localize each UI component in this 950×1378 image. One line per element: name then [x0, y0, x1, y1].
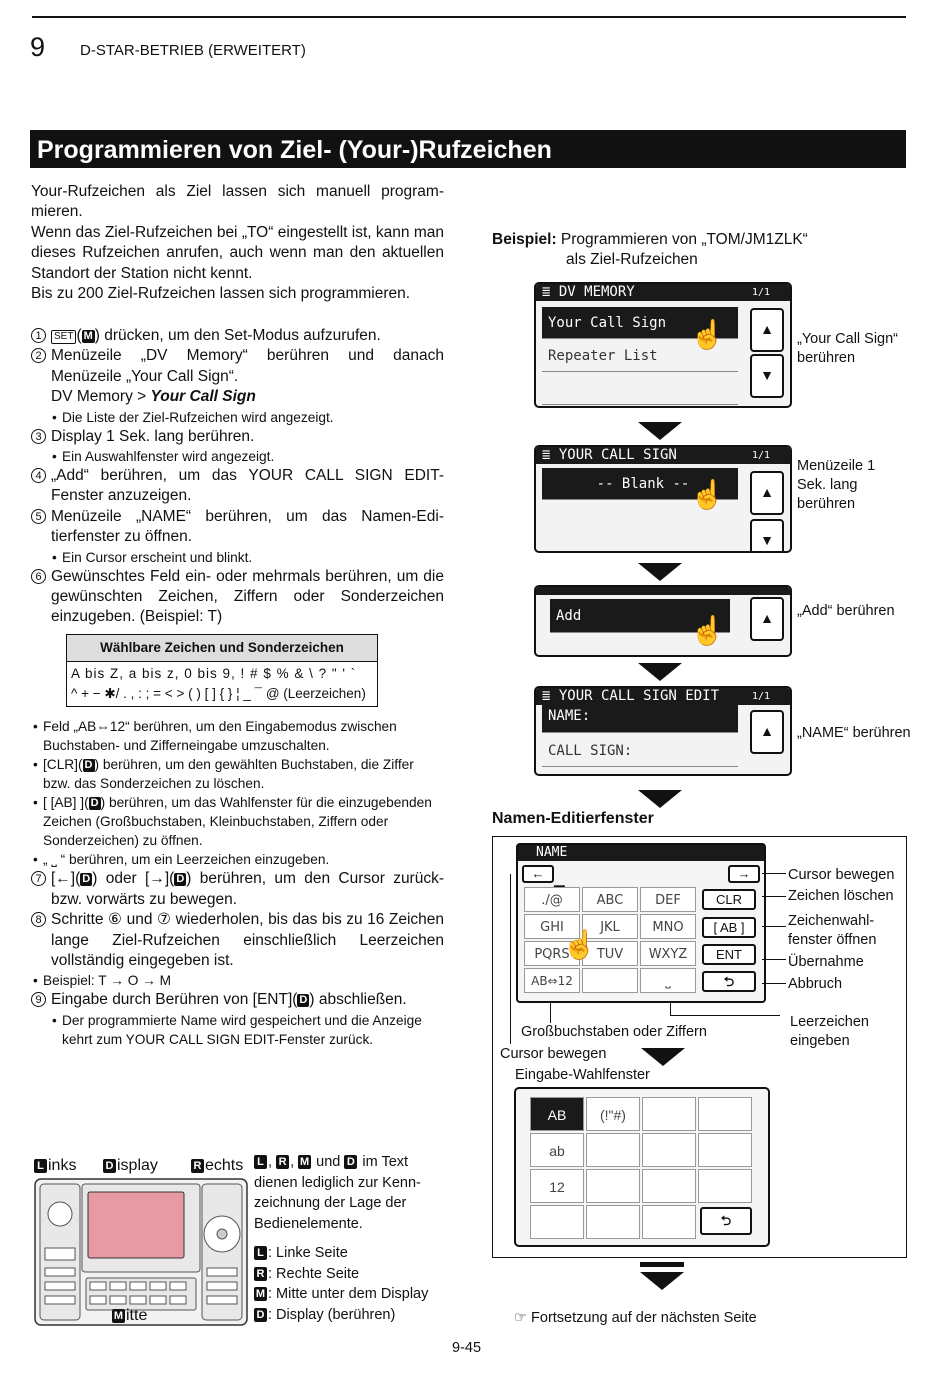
- screen-note: Menüzeile 1 Sek. lang berühren: [797, 458, 876, 512]
- label-clear: Zeichen löschen: [788, 888, 894, 904]
- key-tuv[interactable]: TUV: [582, 941, 638, 966]
- menu-path-target: Your Call Sign: [150, 388, 256, 406]
- dv-memory-screen: [534, 282, 792, 408]
- char-row-2: ^ + − ✱/ . , : ; = < > ( ) [ ] { } ¦ _ ¯ @ (Leerzeichen): [71, 686, 366, 702]
- step-number: 6: [31, 569, 46, 584]
- select-empty: [698, 1097, 752, 1131]
- radio-label-left: [34, 1157, 76, 1175]
- step-5: [31, 507, 444, 548]
- ent-button[interactable]: ENT: [702, 944, 756, 965]
- down-arrow-icon: [640, 1272, 684, 1290]
- step-4: [31, 466, 444, 507]
- r-key-icon: R: [276, 1155, 289, 1169]
- edit-row-name[interactable]: NAME:: [542, 705, 738, 733]
- page-indicator: 1/1: [751, 450, 770, 461]
- callout-line: [510, 874, 511, 1044]
- select-empty: [586, 1133, 640, 1167]
- label-text: itte: [126, 1307, 148, 1324]
- key-ab-12-toggle[interactable]: AB⇔12: [524, 968, 580, 993]
- step-text: Menüzeile „NAME“ berühren, um das Namen-Editierfenster zu öffnen.: [51, 507, 444, 546]
- step-bullet: • Ein Auswahlfenster wird angezeigt.: [31, 447, 444, 466]
- step-bullet: • Der programmierte Name wird gespeichert und die Anzeige kehrt zum YOUR CALL SIGN EDIT-Fenster zurück.: [31, 1011, 444, 1049]
- step-9: [31, 990, 444, 1010]
- intro-text: [31, 182, 444, 304]
- top-rule: [32, 16, 906, 18]
- radio-label-display: [103, 1157, 158, 1175]
- legend-text: : Mitte unter dem Display: [268, 1286, 429, 1302]
- example-heading: [492, 230, 808, 270]
- callout-line: [762, 983, 786, 984]
- bullet-text: [ [AB] ](: [43, 795, 89, 811]
- key-wxyz[interactable]: WXYZ: [640, 941, 696, 966]
- page-number: 9-45: [452, 1340, 482, 1356]
- callout-line: [762, 873, 786, 874]
- select-empty: [642, 1205, 696, 1239]
- blinking-cursor-icon: ▁: [554, 871, 565, 887]
- d-key-icon: D: [344, 1155, 357, 1169]
- step-bullet: [31, 793, 444, 850]
- label-upper-or-digits: Großbuchstaben oder Ziffern: [521, 1024, 707, 1040]
- down-arrow-icon: [638, 790, 682, 808]
- editor-title: NAME: [518, 845, 764, 861]
- key-jkl[interactable]: JKL: [582, 914, 638, 939]
- legend-text: : Rechte Seite: [268, 1265, 360, 1282]
- label-space: Leerzeichen eingeben: [790, 1014, 869, 1049]
- radio-label-right: [191, 1157, 243, 1175]
- down-arrow-icon: [638, 563, 682, 581]
- step-number: 3: [31, 429, 46, 444]
- section-title: Programmieren von Ziel- (Your-)Rufzeichen: [30, 130, 906, 168]
- example-text: als Ziel-Rufzeichen: [566, 251, 698, 268]
- label-input-window: Eingabe-Wahlfenster: [515, 1067, 650, 1083]
- d-key-icon: D: [103, 1159, 116, 1173]
- step-number: 7: [31, 871, 46, 886]
- key-def[interactable]: DEF: [640, 887, 696, 912]
- bullet-text: [CLR](: [43, 757, 83, 773]
- ab-select-button[interactable]: [ AB ]: [702, 917, 756, 938]
- input-select-window: [514, 1087, 770, 1247]
- chapter-number: 9: [30, 32, 46, 62]
- touch-hand-icon: ☝: [690, 615, 725, 646]
- legend-text: : Linke Seite: [268, 1245, 348, 1261]
- bullet-text: ) berühren, um den gewählten Buchstaben, die Ziffer bzw. das Sonderzeichen zu löschen.: [43, 757, 414, 792]
- m-key-icon: M: [113, 1310, 124, 1322]
- list-row-blank[interactable]: -- Blank --: [542, 468, 738, 500]
- callout-line: [550, 1001, 551, 1023]
- step-text: ) oder [→](: [92, 870, 175, 888]
- down-arrow-icon: [638, 663, 682, 681]
- legend-item: [254, 1264, 440, 1285]
- step-number: 9: [31, 992, 46, 1007]
- double-arrow-bar: [640, 1262, 684, 1267]
- key-abc[interactable]: ABC: [582, 887, 638, 912]
- select-empty: [586, 1205, 640, 1239]
- l-key-icon: L: [254, 1155, 267, 1169]
- legend-item: [254, 1243, 440, 1264]
- screen-title: DV MEMORY: [558, 284, 635, 300]
- down-arrow-icon: [638, 422, 682, 440]
- cursor-left-button[interactable]: ←: [522, 865, 554, 883]
- select-digits[interactable]: 12: [530, 1169, 584, 1203]
- key-mno[interactable]: MNO: [640, 914, 696, 939]
- intro-paragraph: Wenn das Ziel-Rufzeichen bei „TO“ eingestellt ist, kann man dieses Rufzeichen anrufen, auch wenn man den aktuellen Standort der Station nicht kennt.: [31, 223, 444, 282]
- l-key-icon: L: [34, 1159, 47, 1173]
- scroll-down-button[interactable]: ▼: [750, 354, 784, 398]
- example-text: Programmieren von „TOM/JM1ZLK“: [560, 231, 808, 248]
- select-empty: [642, 1169, 696, 1203]
- screen-title: YOUR CALL SIGN EDIT: [558, 688, 720, 704]
- m-key-icon: M: [300, 1156, 310, 1168]
- label-accept: Übernahme: [788, 954, 864, 970]
- step-bullet: • Feld „AB⇔12“ berühren, um den Eingabemodus zwischen Buchstaben- und Zifferneingabe umzuschalten.: [31, 717, 444, 755]
- edit-row-call-sign[interactable]: CALL SIGN:: [542, 735, 738, 767]
- table-cell: [67, 662, 378, 707]
- set-key-icon: SET: [51, 330, 76, 344]
- step-text: Display 1 Sek. lang berühren.: [51, 427, 255, 445]
- step-text: Gewünschtes Feld ein- oder mehrmals berühren, um die gewünschten Zeichen, Ziffern oder Sonderzeichen einzugeben. (Beispiel: T): [51, 567, 444, 626]
- char-row-1: A bis Z, a bis z, 0 bis 9, ! # $ % & \ ? " ' `: [71, 666, 357, 682]
- menu-row-empty: [542, 373, 738, 405]
- screen-note: „Your Call Sign“ berühren: [797, 331, 899, 366]
- radio-front-panel-illustration: [34, 1178, 248, 1328]
- page-indicator: 1/1: [751, 691, 770, 702]
- name-editor-heading: Namen-Editierfenster: [492, 810, 654, 827]
- legend-text: und: [316, 1154, 341, 1170]
- touch-hand-icon: ☝: [690, 319, 725, 350]
- step-bullet: • Ein Cursor erscheint und blinkt.: [31, 548, 444, 567]
- r-key-icon: R: [254, 1267, 267, 1281]
- your-call-sign-screen: [534, 445, 792, 553]
- step-text: Schritte ⑥ und ⑦ wiederholen, bis das bis zu 16 Zeichen lange Ziel-Rufzeichen einschließlich Leerzeichen vollständig eingegeben ist.: [51, 911, 444, 969]
- m-key-icon: M: [83, 330, 93, 342]
- intro-paragraph: Bis zu 200 Ziel-Rufzeichen lassen sich programmieren.: [31, 285, 411, 303]
- bullet-text: ) berühren, um das Wahlfenster für die einzugebenden Zeichen (Großbuchstaben, Kleinbuchstaben, Ziffern oder Sonderzeichen) zu öffnen.: [43, 795, 432, 849]
- back-button[interactable]: ⮌: [700, 1207, 752, 1235]
- scroll-down-button[interactable]: ▼: [750, 519, 784, 553]
- add-window-screen: [534, 585, 792, 657]
- r-key-icon: R: [191, 1159, 204, 1173]
- legend-item: [254, 1284, 440, 1305]
- d-key-icon: D: [82, 873, 91, 886]
- clr-button[interactable]: CLR: [702, 889, 756, 910]
- key-pqrs[interactable]: PQRS: [524, 941, 580, 966]
- step-text: „Add“ berühren, um das YOUR CALL SIGN EDIT-Fenster anzuzeigen.: [51, 467, 444, 505]
- legend-intro: L , R , M und D im Text dienen lediglich zur Kennzeichnung der Lage der Bedienelemente.: [254, 1154, 421, 1232]
- menu-row-repeater-list[interactable]: Repeater List: [542, 340, 738, 372]
- d-key-icon: D: [84, 759, 93, 772]
- select-empty: [530, 1205, 584, 1239]
- screen-title-bar: ≣ YOUR CALL SIGN EDIT 1/1: [536, 688, 790, 705]
- label-text: inks: [48, 1157, 77, 1174]
- label-cancel: Abbruch: [788, 976, 843, 992]
- step-number: 4: [31, 468, 46, 483]
- legend-text: im Text dienen lediglich zur Kennzeichnung der Lage der Bedienelemente.: [254, 1154, 421, 1232]
- chapter-title: D-STAR-BETRIEB (ERWEITERT): [80, 42, 306, 59]
- cursor-right-button[interactable]: →: [728, 865, 760, 883]
- select-empty: [698, 1133, 752, 1167]
- scroll-up-button[interactable]: ▲: [750, 471, 784, 515]
- page-indicator: 1/1: [751, 287, 770, 298]
- your-call-sign-edit-screen: [534, 686, 792, 776]
- screen-title-bar: [536, 587, 790, 595]
- intro-paragraph: Your-Rufzeichen als Ziel lassen sich manuell programmieren.: [31, 183, 444, 221]
- position-legend: [254, 1152, 440, 1325]
- screen-title-bar: ≣ DV MEMORY 1/1: [536, 284, 790, 301]
- legend-item: [254, 1305, 440, 1326]
- step-text: Eingabe durch Berühren von [ENT](: [51, 991, 298, 1009]
- step-bullet: • Die Liste der Ziel-Rufzeichen wird angezeigt.: [31, 408, 444, 427]
- step-number: 8: [31, 912, 46, 927]
- callout-line: [670, 1001, 671, 1015]
- screen-title: YOUR CALL SIGN: [558, 447, 677, 463]
- select-empty: [642, 1097, 696, 1131]
- step-bullet: [31, 755, 444, 793]
- key-space[interactable]: ⎵: [640, 968, 696, 993]
- screen-note: „Add“ berühren: [797, 603, 895, 619]
- screen-note: „NAME“ berühren: [797, 725, 911, 741]
- select-uppercase[interactable]: AB: [530, 1097, 584, 1131]
- step-bullet: • Beispiel: T → O → M: [31, 971, 444, 990]
- d-key-icon: D: [90, 797, 99, 810]
- step-text: ) berühren, um den Cursor zurück- bzw. vorwärts zu bewegen.: [51, 870, 445, 908]
- callout-line: [762, 896, 786, 897]
- steps-list: [31, 326, 444, 1049]
- table-header: Wählbare Zeichen und Sonderzeichen: [67, 634, 378, 661]
- step-text: ) abschließen.: [309, 991, 407, 1009]
- select-lowercase[interactable]: ab: [530, 1133, 584, 1167]
- callout-line: [670, 1015, 780, 1016]
- step-number: 5: [31, 509, 46, 524]
- label-cursor-move-left: Cursor bewegen: [500, 1046, 607, 1062]
- radio-label-middle: [112, 1307, 147, 1325]
- menu-path: DV Memory >: [51, 388, 151, 406]
- label-text: echts: [205, 1157, 244, 1174]
- callout-line: [762, 959, 786, 960]
- menu-row-your-call-sign[interactable]: Your Call Sign: [542, 307, 738, 339]
- scroll-up-button[interactable]: ▲: [750, 710, 784, 754]
- add-button[interactable]: Add: [550, 599, 730, 633]
- touch-hand-icon: ☝: [690, 479, 725, 510]
- step-1: 1 SET ( M ) drücken, um den Set-Modus aufzurufen.: [31, 326, 444, 346]
- select-empty: [698, 1169, 752, 1203]
- step-7: [31, 869, 444, 910]
- step-text: [←](: [51, 870, 81, 888]
- key-blank[interactable]: [582, 968, 638, 993]
- step-6: [31, 567, 444, 628]
- d-key-icon: D: [254, 1308, 267, 1322]
- label-text: isplay: [117, 1157, 158, 1174]
- step-text: Menüzeile „DV Memory“ berühren und danach Menüzeile „Your Call Sign“.: [51, 347, 444, 385]
- select-symbols[interactable]: (!"#): [586, 1097, 640, 1131]
- key-dot-slash-at[interactable]: ./@: [524, 887, 580, 912]
- scroll-up-button[interactable]: ▲: [750, 597, 784, 641]
- screen-title-bar: ≣ YOUR CALL SIGN 1/1: [536, 447, 790, 464]
- label-select-window: Zeichenwahl-fenster öffnen: [788, 913, 877, 948]
- d-key-icon: D: [176, 873, 185, 886]
- example-label: Beispiel:: [492, 231, 557, 248]
- down-arrow-icon: [641, 1048, 685, 1066]
- step-text: ) drücken, um den Set-Modus aufzurufen.: [94, 327, 381, 344]
- legend-text: : Display (berühren): [268, 1306, 396, 1323]
- touch-hand-icon: ☝: [562, 929, 597, 960]
- continued-note: ☞ Fortsetzung auf der nächsten Seite: [514, 1310, 757, 1326]
- scroll-up-button[interactable]: ▲: [750, 308, 784, 352]
- step-2: [31, 346, 444, 407]
- callout-line: [762, 926, 786, 927]
- l-key-icon: L: [254, 1246, 267, 1260]
- d-key-icon: D: [299, 994, 308, 1007]
- m-key-icon: M: [255, 1288, 266, 1300]
- step-3: [31, 427, 444, 447]
- label-cursor-move: Cursor bewegen: [788, 867, 895, 883]
- step-bullet: • „ ⎵ “ berühren, um ein Leerzeichen einzugeben.: [31, 850, 444, 869]
- step-8: [31, 910, 444, 971]
- select-empty: [642, 1133, 696, 1167]
- name-editor-keyboard: [516, 843, 766, 1003]
- step-number: 2: [31, 348, 46, 363]
- back-button[interactable]: ⮌: [702, 971, 756, 992]
- select-empty: [586, 1169, 640, 1203]
- step-number: 1: [31, 328, 46, 343]
- key-ghi[interactable]: GHI: [524, 914, 580, 939]
- character-table: [66, 634, 378, 707]
